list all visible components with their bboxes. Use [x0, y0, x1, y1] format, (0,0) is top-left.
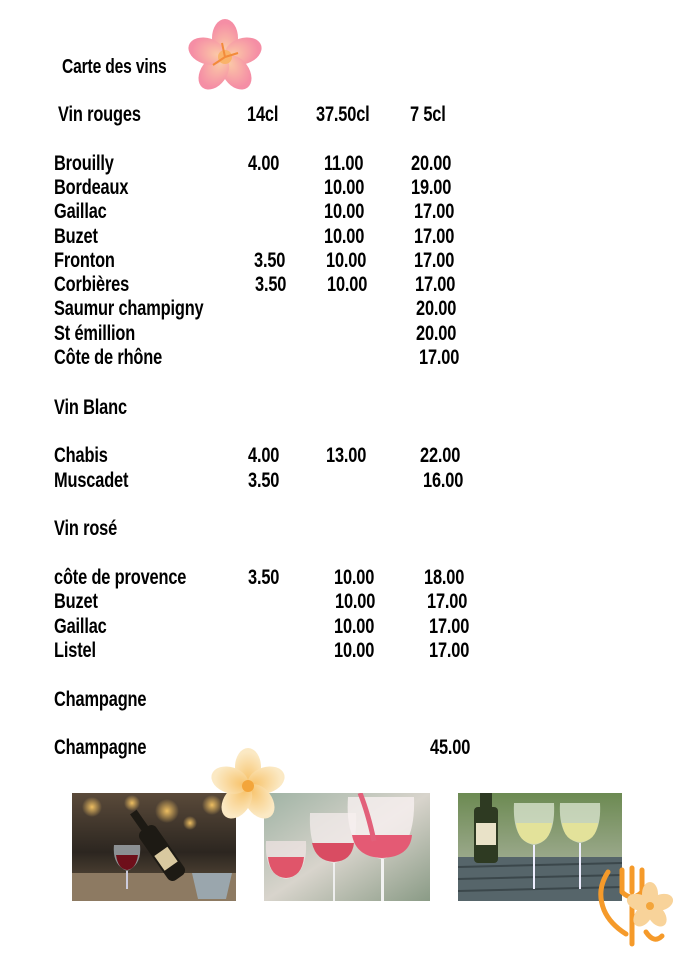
section-header-rouges: Vin rouges [58, 103, 141, 126]
column-header-75cl: 7 5cl [410, 103, 446, 126]
price-37cl: 11.00 [324, 152, 364, 175]
price-75cl: 22.00 [420, 444, 461, 467]
wine-name: Listel [54, 639, 96, 662]
wine-name: Buzet [54, 225, 98, 248]
price-37cl: 13.00 [326, 444, 367, 467]
wine-name: St émillion [54, 322, 136, 345]
wine-name: Brouilly [54, 152, 114, 175]
wine-name: Buzet [54, 590, 98, 613]
wine-name: Champagne [54, 736, 147, 759]
price-75cl: 17.00 [429, 615, 470, 638]
price-37cl: 10.00 [324, 176, 365, 199]
section-header-champagne: Champagne [54, 688, 147, 711]
price-75cl: 17.00 [415, 273, 456, 296]
price-75cl: 17.00 [414, 225, 455, 248]
price-14cl: 3.50 [248, 469, 280, 492]
price-75cl: 17.00 [414, 200, 455, 223]
price-37cl: 10.00 [324, 200, 365, 223]
wine-name: Gaillac [54, 615, 107, 638]
price-75cl: 20.00 [416, 322, 457, 345]
wine-name: côte de provence [54, 566, 187, 589]
wine-name: Corbières [54, 273, 130, 296]
wine-name: Côte de rhône [54, 346, 163, 369]
price-14cl: 3.50 [255, 273, 287, 296]
price-14cl: 4.00 [248, 444, 280, 467]
wine-name: Bordeaux [54, 176, 129, 199]
price-37cl: 10.00 [334, 566, 375, 589]
section-header-blanc: Vin Blanc [54, 396, 127, 419]
section-header-rose: Vin rosé [54, 517, 118, 540]
price-75cl: 20.00 [416, 297, 457, 320]
flower-icon [206, 744, 290, 828]
price-37cl: 10.00 [334, 639, 375, 662]
wine-name: Saumur champigny [54, 297, 204, 320]
price-37cl: 10.00 [334, 615, 375, 638]
column-header-14cl: 14cl [247, 103, 279, 126]
price-75cl: 17.00 [427, 590, 468, 613]
price-14cl: 4.00 [248, 152, 280, 175]
price-37cl: 10.00 [326, 249, 367, 272]
price-75cl: 17.00 [429, 639, 470, 662]
price-75cl: 19.00 [411, 176, 452, 199]
price-37cl: 10.00 [327, 273, 368, 296]
price-75cl: 20.00 [411, 152, 452, 175]
price-75cl: 45.00 [430, 736, 471, 759]
wine-name: Chabis [54, 444, 108, 467]
fork-spoon-logo-icon [588, 862, 678, 952]
price-14cl: 3.50 [248, 566, 280, 589]
wine-name: Muscadet [54, 469, 129, 492]
price-75cl: 16.00 [423, 469, 464, 492]
price-75cl: 17.00 [419, 346, 460, 369]
wine-name: Fronton [54, 249, 115, 272]
price-37cl: 10.00 [324, 225, 365, 248]
wine-name: Gaillac [54, 200, 107, 223]
price-75cl: 17.00 [414, 249, 455, 272]
flower-icon [184, 16, 266, 98]
menu-title: Carte des vins [62, 56, 167, 78]
price-37cl: 10.00 [335, 590, 376, 613]
price-14cl: 3.50 [254, 249, 286, 272]
price-75cl: 18.00 [424, 566, 465, 589]
column-header-37cl: 37.50cl [316, 103, 370, 126]
